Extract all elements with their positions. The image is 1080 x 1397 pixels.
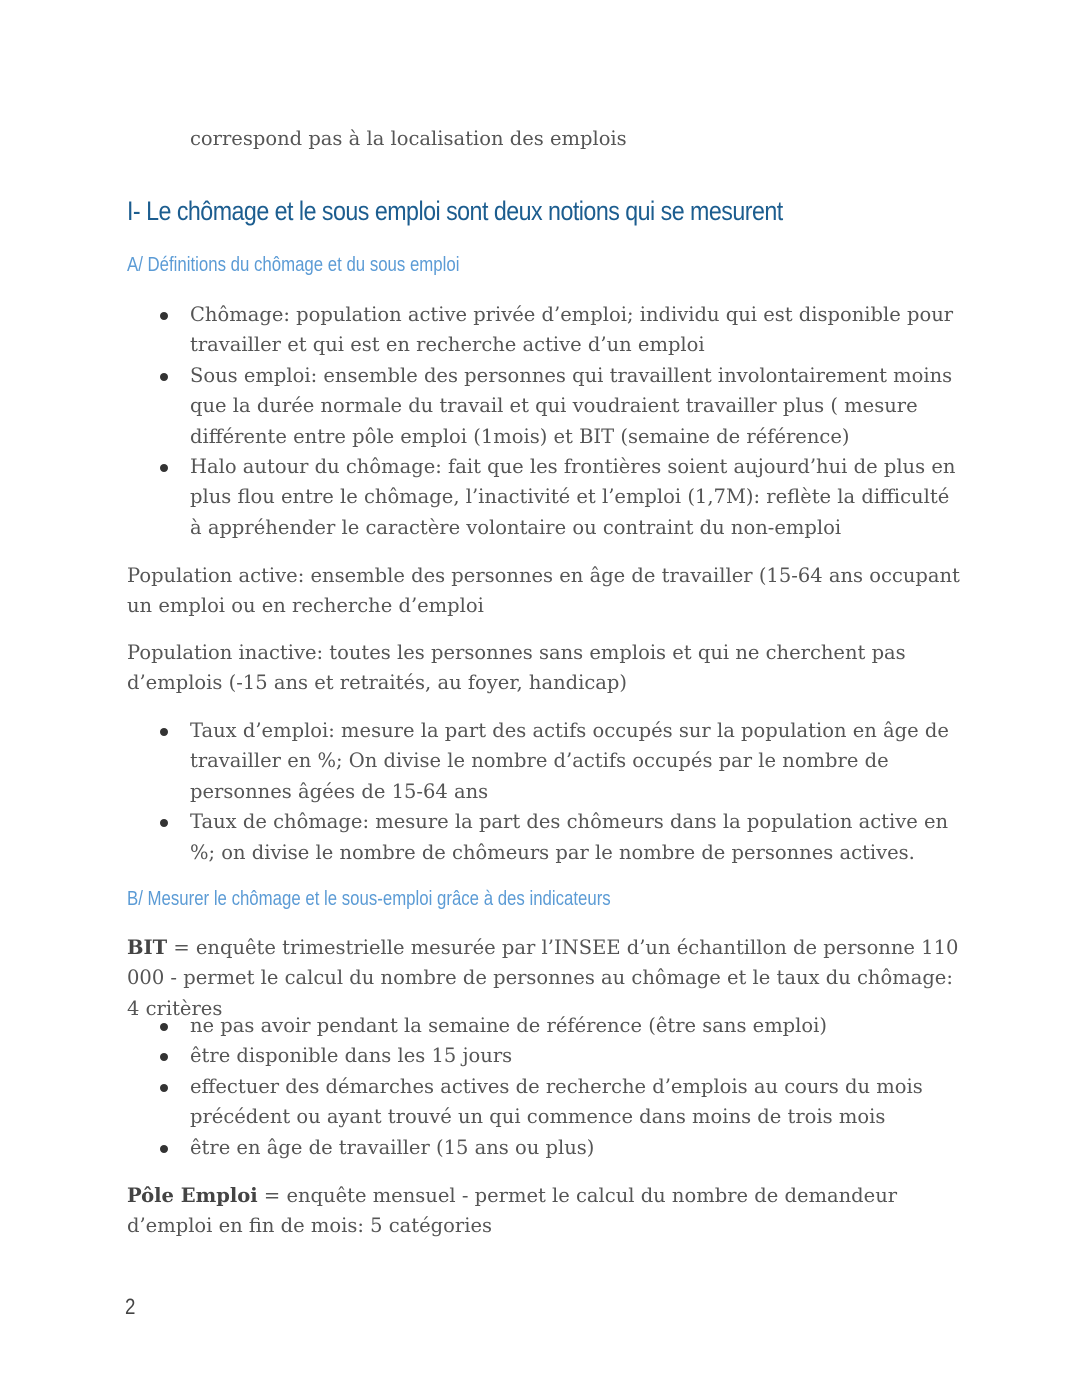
bullet-icon bbox=[160, 1023, 168, 1031]
bit-criteria-list bbox=[127, 1011, 957, 1163]
page-number: 2 bbox=[125, 1294, 136, 1319]
bit-text: = enquête trimestrielle mesurée par l’INSEE d’un échantillon de personne 110 000 - permet le calcul du nombre de personnes au chômage et le taux du chômage: 4 critères bbox=[127, 936, 959, 1020]
pole-emploi-label: Pôle Emploi bbox=[127, 1184, 258, 1207]
bullet-icon bbox=[160, 312, 168, 320]
heading-main: I- Le chômage et le sous emploi sont deux notions qui se mesurent bbox=[127, 196, 783, 226]
paragraph-population-inactive: Population inactive: toutes les personnes sans emplois et qui ne cherchent pas d’emplois (-15 ans et retraités, au foyer, handicap) bbox=[127, 641, 906, 695]
definitions-list bbox=[127, 300, 957, 543]
list-item: effectuer des démarches actives de recherche d’emplois au cours du mois précédent ou ayant trouvé un qui commence dans moins de trois mois bbox=[127, 1072, 957, 1133]
list-item: Chômage: population active privée d’emploi; individu qui est disponible pour travailler et qui est en recherche active d’un emploi bbox=[127, 300, 957, 361]
bullet-icon bbox=[160, 819, 168, 827]
bullet-icon bbox=[160, 373, 168, 381]
list-item: Taux de chômage: mesure la part des chômeurs dans la population active en %; on divise le nombre de chômeurs par le nombre de personnes actives. bbox=[127, 807, 957, 868]
list-item: être disponible dans les 15 jours bbox=[127, 1041, 957, 1071]
paragraph-population-active: Population active: ensemble des personnes en âge de travailler (15-64 ans occupant un emploi ou en recherche d’emploi bbox=[127, 564, 960, 618]
list-item: ne pas avoir pendant la semaine de référence (être sans emploi) bbox=[127, 1011, 957, 1041]
pole-emploi-text: = enquête mensuel - permet le calcul du nombre de demandeur d’emploi en fin de mois: 5 catégories bbox=[127, 1184, 898, 1238]
bit-label: BIT bbox=[127, 936, 168, 959]
paragraph-pole-emploi bbox=[127, 1181, 962, 1242]
list-item: être en âge de travailler (15 ans ou plus) bbox=[127, 1133, 957, 1163]
bullet-icon bbox=[160, 464, 168, 472]
list-item: Sous emploi: ensemble des personnes qui travaillent involontairement moins que la durée normale du travail et qui voudraient travailler plus ( mesure différente entre pôle emploi (1mois) et BIT (semaine de référence) bbox=[127, 361, 957, 452]
continued-line: correspond pas à la localisation des emplois bbox=[190, 127, 627, 150]
bullet-icon bbox=[160, 1145, 168, 1153]
bullet-icon bbox=[160, 1053, 168, 1061]
rates-list bbox=[127, 716, 957, 868]
bullet-icon bbox=[160, 728, 168, 736]
bullet-icon bbox=[160, 1084, 168, 1092]
heading-section-a: A/ Définitions du chômage et du sous emploi bbox=[127, 254, 460, 276]
list-item: Halo autour du chômage: fait que les frontières soient aujourd’hui de plus en plus flou entre le chômage, l’inactivité et l’emploi (1,7M): reflète la difficulté à appréhender le caractère volontaire ou contraint du non-emploi bbox=[127, 452, 957, 543]
list-item: Taux d’emploi: mesure la part des actifs occupés sur la population en âge de travailler en %; On divise le nombre d’actifs occupés par le nombre de personnes âgées de 15-64 ans bbox=[127, 716, 957, 807]
heading-section-b: B/ Mesurer le chômage et le sous-emploi grâce à des indicateurs bbox=[127, 888, 611, 910]
